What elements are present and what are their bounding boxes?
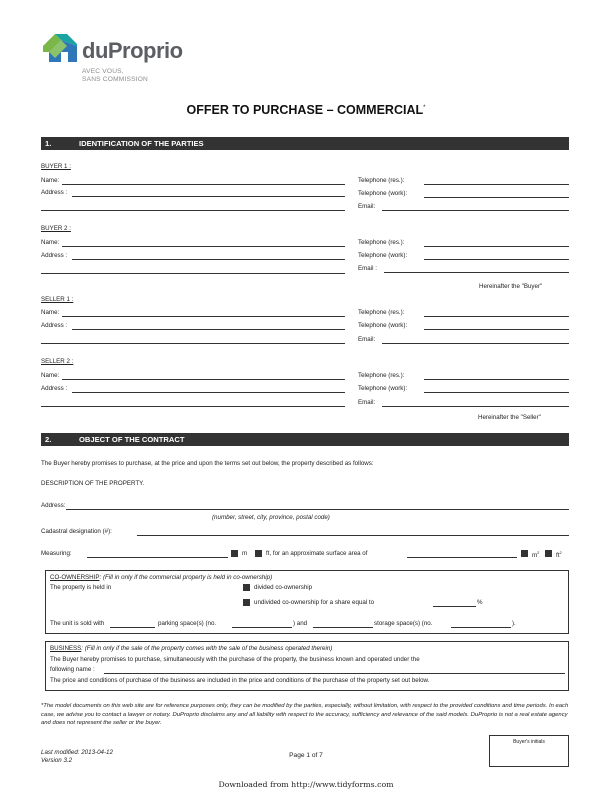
seller-1-name-label: Name: [41,309,60,316]
hereinafter-buyer: Hereinafter the "Buyer" [479,283,543,290]
seller-2-address-field[interactable] [72,392,345,393]
buyer-2-name-field[interactable] [62,246,345,247]
measuring-label: Measuring: [41,550,72,557]
seller-1-address-field-2[interactable] [41,343,345,344]
unit-m-label: m [242,550,248,557]
buyers-initials-box[interactable]: Buyer's initials [489,735,569,767]
seller-1-tel-work-field[interactable] [424,329,569,330]
percent-sign: % [477,599,483,606]
unit-ft-label: ft, for an approximate surface area of [266,550,368,557]
unit-sold-text-2: parking space(s) (no. [158,620,217,627]
seller-1-name-field[interactable] [62,316,345,317]
property-held-in-label: The property is held in [50,584,112,591]
property-address-field[interactable] [66,509,569,510]
share-percent-field[interactable] [433,606,476,607]
business-text-1: The Buyer hereby promises to purchase, simultaneously with the purchase of the property, the business known and operated under the [50,656,420,663]
seller-2-address-field-2[interactable] [41,406,345,407]
buyer-2-tel-res-label: Telephone (res.): [358,239,405,246]
buyer-2-name-label: Name: [41,239,60,246]
undivided-coownership-label: undivided co-ownership for a share equal to [254,599,375,606]
seller-1-address-field[interactable] [72,329,345,330]
seller-1-tel-work-label: Telephone (work): [358,322,408,329]
co-ownership-heading: CO-OWNERSHIP: (Fill in only if the commercial property is held in co-ownership) [50,574,273,581]
seller-1-email-field[interactable] [382,343,569,344]
business-name-field[interactable] [104,673,565,674]
seller-1-tel-res-field[interactable] [424,316,569,317]
property-address-hint: (number, street, city, province, postal code) [212,514,330,521]
seller-2-tel-work-field[interactable] [424,392,569,393]
seller-2-name-field[interactable] [62,379,345,380]
buyer-2-email-field[interactable] [384,272,569,273]
duproprio-logo-icon [41,32,79,64]
parking-count-field[interactable] [110,627,155,628]
buyer-2-tel-work-label: Telephone (work): [358,252,408,259]
buyer-2-address-field[interactable] [72,259,345,260]
surface-area-field[interactable] [407,557,517,558]
logo-wordmark: duProprio [82,38,183,63]
seller-2-address-label: Address : [41,385,68,392]
business-heading: BUSINESS: (Fill in only if the sale of the property comes with the sale of the business operated therein) [50,645,333,652]
unit-m-checkbox[interactable] [231,550,238,557]
page-number: Page 1 of 7 [289,752,323,759]
buyer-2-tel-work-field[interactable] [424,259,569,260]
cadastral-field[interactable] [137,535,569,536]
buyer-2-heading: BUYER 2 : [41,225,71,232]
seller-2-email-field[interactable] [382,406,569,407]
measuring-field[interactable] [87,557,228,558]
seller-2-heading: SELLER 2 : [41,358,74,365]
unit-ft2-checkbox[interactable] [545,550,552,557]
undivided-coownership-checkbox[interactable] [243,599,250,606]
buyer-2-address-label: Address : [41,252,68,259]
buyer-1-name-label: Name: [41,177,60,184]
buyer-1-tel-res-field[interactable] [424,184,569,185]
version-info: Last modified: 2013-04-12 Version 3.2 [41,749,113,764]
unit-m2-checkbox[interactable] [521,550,528,557]
unit-m2-label: $m^2$ [532,550,540,560]
unit-sold-text-1: The unit is sold with [50,620,105,627]
seller-1-tel-res-label: Telephone (res.): [358,309,405,316]
divided-coownership-label: divided co-ownership [254,584,313,591]
property-description-heading: DESCRIPTION OF THE PROPERTY. [41,480,145,487]
business-text-3: The price and conditions of purchase of the business are included in the price and conditions of the purchase of the property set out below. [50,677,430,684]
section-1-header: 1. IDENTIFICATION OF THE PARTIES [41,137,569,150]
buyer-2-tel-res-field[interactable] [424,246,569,247]
seller-1-heading: SELLER 1 : [41,296,74,303]
seller-1-address-label: Address : [41,322,68,329]
buyer-1-address-field[interactable] [72,196,345,197]
logo-tagline: AVEC VOUS, SANS COMMISSION [82,68,149,83]
download-source: Downloaded from http://www.tidyforms.com [218,780,394,789]
buyer-1-email-field[interactable] [382,210,569,211]
seller-2-tel-res-field[interactable] [424,379,569,380]
seller-2-email-label: Email: [358,399,376,406]
hereinafter-seller: Hereinafter the "Seller" [478,414,541,421]
buyer-2-address-field-2[interactable] [41,273,345,274]
buyer-1-address-label: Address : [41,189,68,196]
storage-number-field[interactable] [451,627,511,628]
buyer-1-email-label: Email: [358,203,376,210]
unit-sold-text-5: ). [512,620,516,627]
seller-2-tel-work-label: Telephone (work): [358,385,408,392]
buyer-1-tel-work-field[interactable] [424,197,569,198]
buyer-1-heading: BUYER 1 : [41,163,71,170]
unit-ft-checkbox[interactable] [255,550,262,557]
seller-2-tel-res-label: Telephone (res.): [358,372,405,379]
seller-1-email-label: Email: [358,336,376,343]
document-title: OFFER TO PURCHASE – COMMERCIAL* [186,103,426,117]
unit-sold-text-4: storage space(s) (no. [374,620,433,627]
parking-number-field[interactable] [232,627,292,628]
section-2-header: 2. OBJECT OF THE CONTRACT [41,433,569,446]
business-text-2: following name : [50,666,95,673]
buyer-1-name-field[interactable] [62,184,345,185]
buyer-1-address-field-2[interactable] [41,210,345,211]
unit-sold-text-3: ) and [293,620,308,627]
section-2-intro: The Buyer hereby promises to purchase, at the price and upon the terms set out below, the property described as follows: [41,460,374,467]
buyer-1-tel-work-label: Telephone (work): [358,190,408,197]
unit-ft2-label: $ft^2$ [556,550,562,560]
seller-2-name-label: Name: [41,372,60,379]
divided-coownership-checkbox[interactable] [243,584,250,591]
disclaimer-footnote: *The model documents on this web site are for reference purposes only, they can be modified by the parties, especially, without limitation, with respect to the provided conditions and time periods. In each case, we advise you to contact a lawyer or notary. DuProprio disclaims any and all liability with respect to the accuracy, sufficiency and relevance of the said models. DuProprio is not a real estate agency and does not represent the seller or the buyer. [41,703,569,727]
cadastral-label: Cadastral designation (#): [41,528,112,535]
buyer-1-tel-res-label: Telephone (res.): [358,177,405,184]
property-address-label: Address: [41,502,66,509]
storage-count-field[interactable] [313,627,373,628]
buyer-2-email-label: Email : [358,265,377,272]
